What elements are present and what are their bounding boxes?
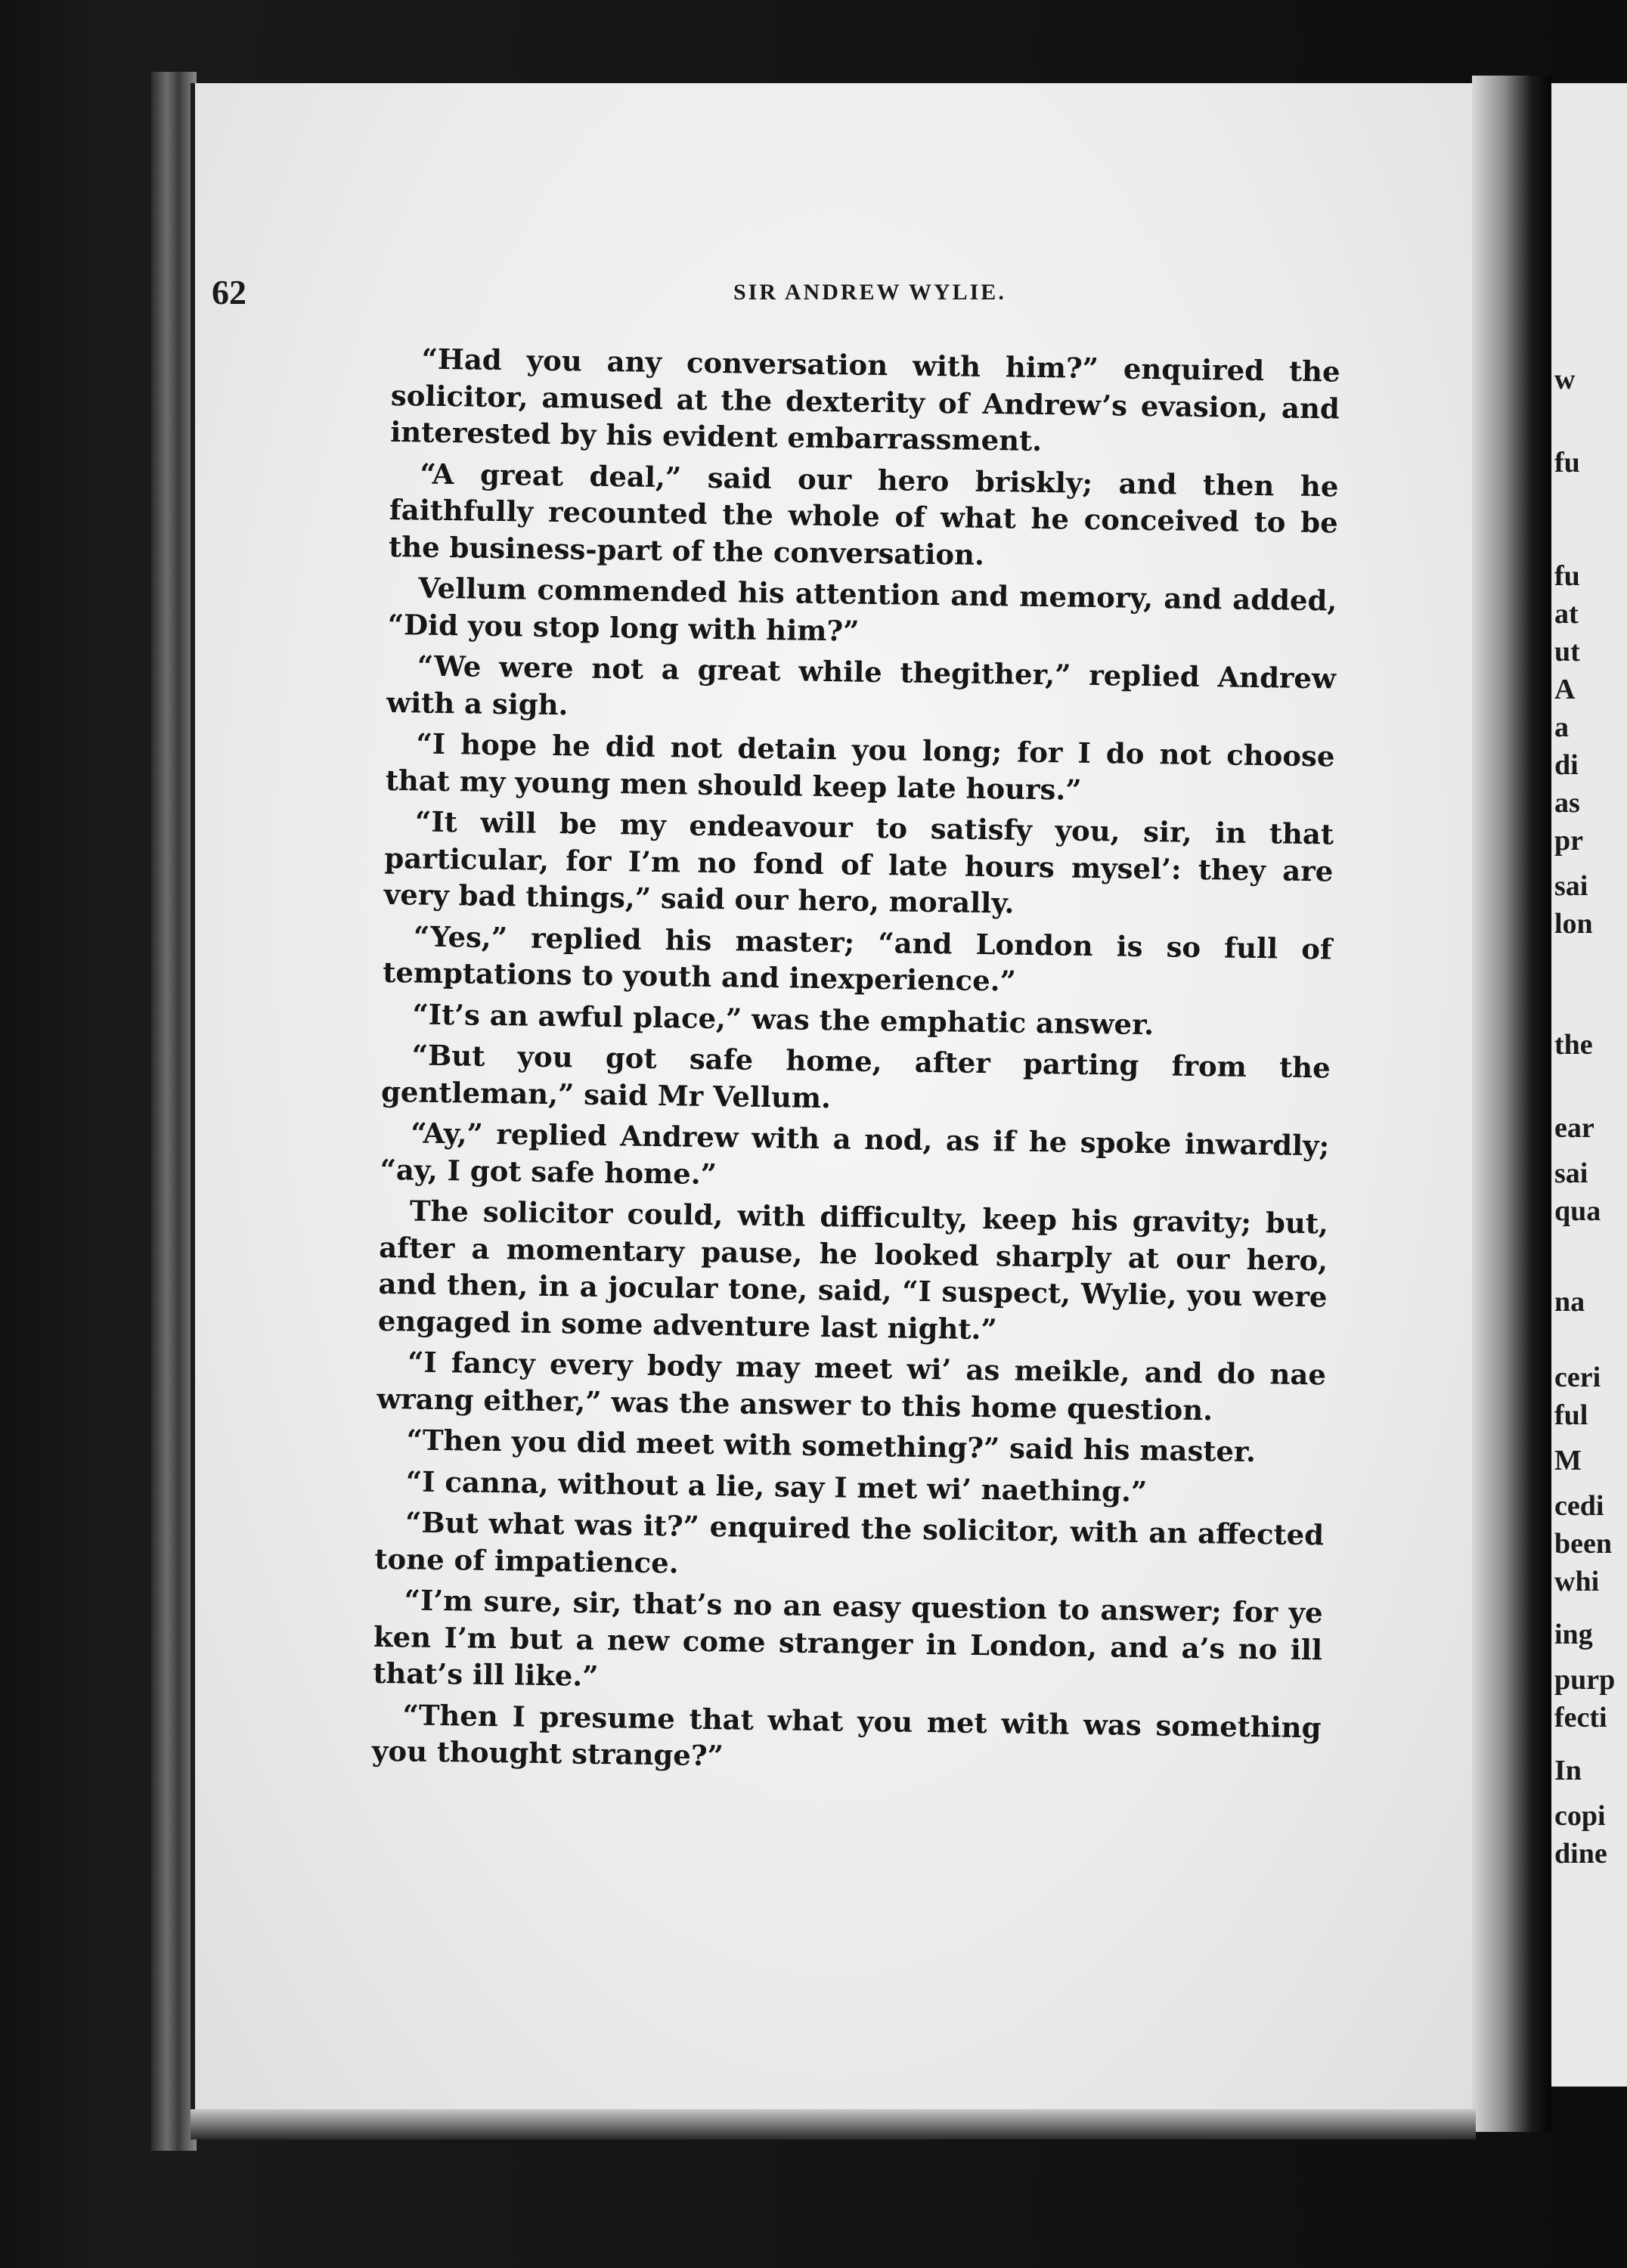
- running-head: [212, 272, 1346, 318]
- facing-page-fragment: fu: [1554, 560, 1580, 592]
- paragraph: “Had you any conversation with him?” enquired the solicitor, amused at the dexterity of Andrew’s evasion, and interested by his evident embarrassment.: [390, 342, 1340, 458]
- facing-page-fragment: qua: [1554, 1195, 1601, 1227]
- facing-page-fragment: at: [1554, 598, 1579, 630]
- paragraph: “I fancy every body may meet wi’ as meikle, and do nae wrang either,” was the answer to this home question.: [377, 1345, 1327, 1427]
- paragraph: “But what was it?” enquired the solicitor, with an affected tone of impatience.: [374, 1505, 1325, 1579]
- paragraph: “It will be my endeavour to satisfy you, sir, in that particular, for I’m no fond of late hours mysel’: they are very bad things,” said our hero, morally.: [383, 804, 1334, 920]
- paragraph: The solicitor could, with difficulty, keep his gravity; but, after a momentary pause, he looked sharply at our hero, and then, in a jocular tone, said, “I suspect, Wylie, you were engaged in some adventure last night.”: [377, 1194, 1329, 1346]
- facing-page-fragment: copi: [1554, 1800, 1606, 1832]
- facing-page-fragment: na: [1554, 1286, 1585, 1318]
- facing-page-fragment: ear: [1554, 1112, 1594, 1144]
- paragraph: “It’s an awful place,” was the emphatic answer.: [412, 996, 1154, 1041]
- paragraph: “Ay,” replied Andrew with a nod, as if he spoke inwardly; “ay, I got safe home.”: [380, 1116, 1330, 1191]
- book-binding: [151, 72, 197, 2151]
- paragraph: “A great deal,” said our hero briskly; and then he faithfully recounted the whole of what he conceived to be the business-part of the conversation.: [388, 457, 1339, 572]
- facing-page-fragment: as: [1554, 787, 1580, 819]
- paragraph: “We were not a great while thegither,” replied Andrew with a sigh.: [386, 649, 1337, 721]
- page-body-text: [372, 340, 1340, 1787]
- facing-page-fragment: ut: [1554, 636, 1580, 668]
- facing-page-fragment: In: [1554, 1755, 1582, 1786]
- facing-page-edge: [1551, 83, 1627, 2087]
- facing-page-fragment: a: [1554, 711, 1569, 743]
- facing-page-fragment: cedi: [1554, 1490, 1604, 1522]
- paragraph: “Yes,” replied his master; “and London is so full of temptations to youth and inexperience.”: [383, 919, 1333, 998]
- facing-page-fragment: purp: [1554, 1664, 1616, 1696]
- facing-page-fragment: M: [1554, 1445, 1582, 1476]
- paragraph: “But you got safe home, after parting from the gentleman,” said Mr Vellum.: [380, 1038, 1331, 1114]
- paragraph: “Then you did meet with something?” said his master.: [406, 1423, 1257, 1469]
- facing-page-fragment: di: [1554, 749, 1579, 781]
- paragraph: Vellum commended his attention and memory, and added, “Did you stop long with him?”: [387, 571, 1337, 648]
- paragraph: “I canna, without a lie, say I met wi’ naething.”: [405, 1464, 1148, 1508]
- page-number: 62: [212, 273, 246, 311]
- facing-page-fragment: ing: [1554, 1619, 1593, 1650]
- facing-page-fragment: sai: [1554, 1157, 1588, 1189]
- facing-page-fragment: dine: [1554, 1838, 1607, 1870]
- facing-page-fragment: lon: [1554, 908, 1593, 940]
- paragraph: “I’m sure, sir, that’s no an easy question to answer; for ye ken I’m but a new come stranger in London, and a’s no ill that’s ill like.”: [373, 1583, 1323, 1693]
- facing-page-fragment: whi: [1554, 1566, 1600, 1597]
- facing-page-fragment: fecti: [1554, 1702, 1607, 1734]
- page-gutter-shadow: [1472, 76, 1551, 2132]
- facing-page-fragment: the: [1554, 1029, 1593, 1061]
- facing-page-fragment: pr: [1554, 825, 1583, 857]
- facing-page-fragment: ceri: [1554, 1362, 1601, 1393]
- facing-page-fragment: sai: [1554, 870, 1588, 902]
- facing-page-fragment: been: [1554, 1528, 1612, 1560]
- facing-page-fragment: ful: [1554, 1399, 1588, 1431]
- page-bottom-shadow: [191, 2109, 1476, 2139]
- facing-page-fragment: A: [1554, 674, 1576, 705]
- paragraph: “I hope he did not detain you long; for I do not choose that my young men should keep late hours.”: [385, 727, 1335, 807]
- book-title-header: SIR ANDREW WYLIE.: [733, 280, 1006, 305]
- facing-page-fragment: w: [1554, 364, 1576, 395]
- paragraph: “Then I presume that what you met with was something you thought strange?”: [371, 1697, 1322, 1773]
- facing-page-fragment: fu: [1554, 447, 1580, 479]
